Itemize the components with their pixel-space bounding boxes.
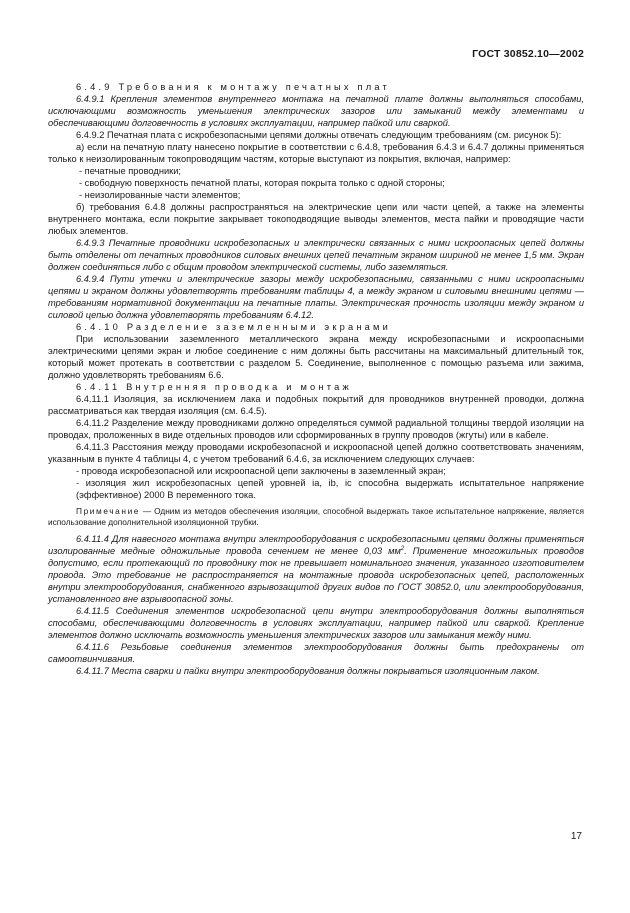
note-label: Примечание	[76, 506, 141, 516]
document-id-header: ГОСТ 30852.10—2002	[472, 48, 584, 60]
clause-6-4-11-1: 6.4.11.1 Изоляция, за исключением лака и подобных покрытий для проводников внутренней проводки, должна рассматриваться как твердая изоляция (см. 6.4.5).	[48, 394, 584, 416]
clause-6-4-9-2-a: а) если на печатную плату нанесено покрытие в соответствии с 6.4.8, требования 6.4.3 и 6.4.7 должны применяться только к неизолированным токопроводящим частям, которые выступают из покрытия, включая, например:	[48, 142, 584, 164]
clause-6-4-11-4	[48, 533, 584, 605]
section-6-4-10-title: 6.4.10 Разделение заземленными экранами	[76, 322, 392, 332]
clause-6-4-9-2-b: б) требования 6.4.8 должны распространяться на электрические цепи или части цепей, а также на элементы внутреннего монтажа, если покрытие закрывает токоподводящие выводы элементов, места пайки и проводящие части любых элементов.	[48, 202, 584, 236]
list-item: - неизолированные части элементов;	[79, 190, 241, 200]
note	[48, 506, 584, 528]
clause-6-4-11-7: 6.4.11.7 Места сварки и пайки внутри электрооборудования должны покрываться изоляционным лаком.	[76, 666, 540, 676]
list-item: - провода искробезопасной или искроопасной цепи заключены в заземленный экран;	[76, 466, 446, 476]
note-text: — Одним из методов обеспечения изоляции, способной выдержать такое испытательное напряжение, является использование дополнительной изоляционной трубки.	[48, 506, 584, 527]
clause-6-4-10: При использовании заземленного металлического экрана между искробезопасными и искроопасными электрическими цепями экран и любое соединение с ним должны быть рассчитаны на максимальный длительный ток, который может протекать в соответствии с разделом 5. Соединение, выполненное с помощью разъема или зажима, должно удовлетворять требованиям 6.6.	[48, 334, 584, 380]
clause-6-4-9-2: 6.4.9.2 Печатная плата с искробезопасными цепями должны отвечать следующим требованиям (см. рисунок 5):	[76, 130, 562, 140]
page-number: 17	[570, 831, 582, 842]
section-6-4-9-title: 6.4.9 Требования к монтажу печатных плат	[76, 82, 391, 92]
clause-6-4-11-4-text: 6.4.11.4 Для навесного монтажа внутри электрооборудования с искробезопасными цепями должны применяться изолированные медные одножильные провода сечением не менее 0,03 мм	[48, 534, 584, 556]
list-item: - печатные проводники;	[79, 166, 181, 176]
clause-6-4-11-4-cont: . Применение многожильных проводов допустимо, если протекающий по проводнику ток не превышает номинального значения, указанного изготовителем провода. Это требование не распространяется на монтажные провода искробезопасных цепей, расположенных внутри электрооборудования, снабженного взрывозащитой других видов по ГОСТ 30852.0, или электрооборудования, установленного вне взрывоопасной зоны.	[48, 546, 584, 604]
clause-6-4-11-2: 6.4.11.2 Разделение между проводниками должно определяться суммой радиальной толщины твердой изоляции на проводах, проложенных в виде отдельных проводов или сформированных в группу проводов (жгуты) или в кабеле.	[48, 418, 584, 440]
clause-6-4-11-5: 6.4.11.5 Соединения элементов искробезопасной цепи внутри электрооборудования должны выполняться способами, обеспечивающими долговечность в условиях эксплуатации, например пайкой или сваркой. Крепление элементов должно исключать возможность уменьшения электрических зазоров или замыкания между ними.	[48, 606, 584, 640]
clause-6-4-9-3: 6.4.9.3 Печатные проводники искробезопасных и электрически связанных с ними искроопасных цепей должны быть отделены от печатных проводников силовых внешних цепей печатным экраном шириной не менее 1,5 мм. Экран должен соединяться либо с общим проводом электрической системы, либо заземляться.	[48, 238, 584, 272]
list-item: - изоляция жил искробезопасных цепей уровней ia, ib, ic способна выдержать испытательное напряжение (эффективное) 2000 В переменного тока.	[76, 478, 584, 500]
clause-6-4-11-6: 6.4.11.6 Резьбовые соединения элементов электрооборудования должны быть предохранены от самоотвинчивания.	[48, 642, 584, 664]
section-6-4-11-title: 6.4.11 Внутренняя проводка и монтаж	[76, 382, 352, 392]
document-body	[48, 81, 584, 677]
list-item: - свободную поверхность печатной платы, которая покрыта только с одной стороны;	[79, 178, 445, 188]
clause-6-4-9-4: 6.4.9.4 Пути утечки и электрические зазоры между искробезопасными, связанными с ними искроопасными цепями и экраном должны удовлетворять требованиям таблицы 4, а между экраном и силовыми внешними цепями — требованиям нормативной документации на печатные платы. Электрическая прочность изоляции между экраном и силовой цепью должна удовлетворять требованиям 6.4.12.	[48, 274, 584, 320]
clause-6-4-11-3: 6.4.11.3 Расстояния между проводами искробезопасной и искроопасной цепей должно соответствовать значениям, указанным в пункте 4 таблицы 4, с учетом требований 6.4.6, за исключением следующих случаев:	[48, 442, 584, 464]
clause-6-4-9-1: 6.4.9.1 Крепления элементов внутреннего монтажа на печатной плате должны выполняться способами, исключающими возможность уменьшения электрических зазоров или замыканий между элементами и обеспечивающими долговечность в условиях эксплуатации, например пайкой или сваркой.	[48, 94, 584, 128]
superscript: 2	[400, 545, 405, 552]
